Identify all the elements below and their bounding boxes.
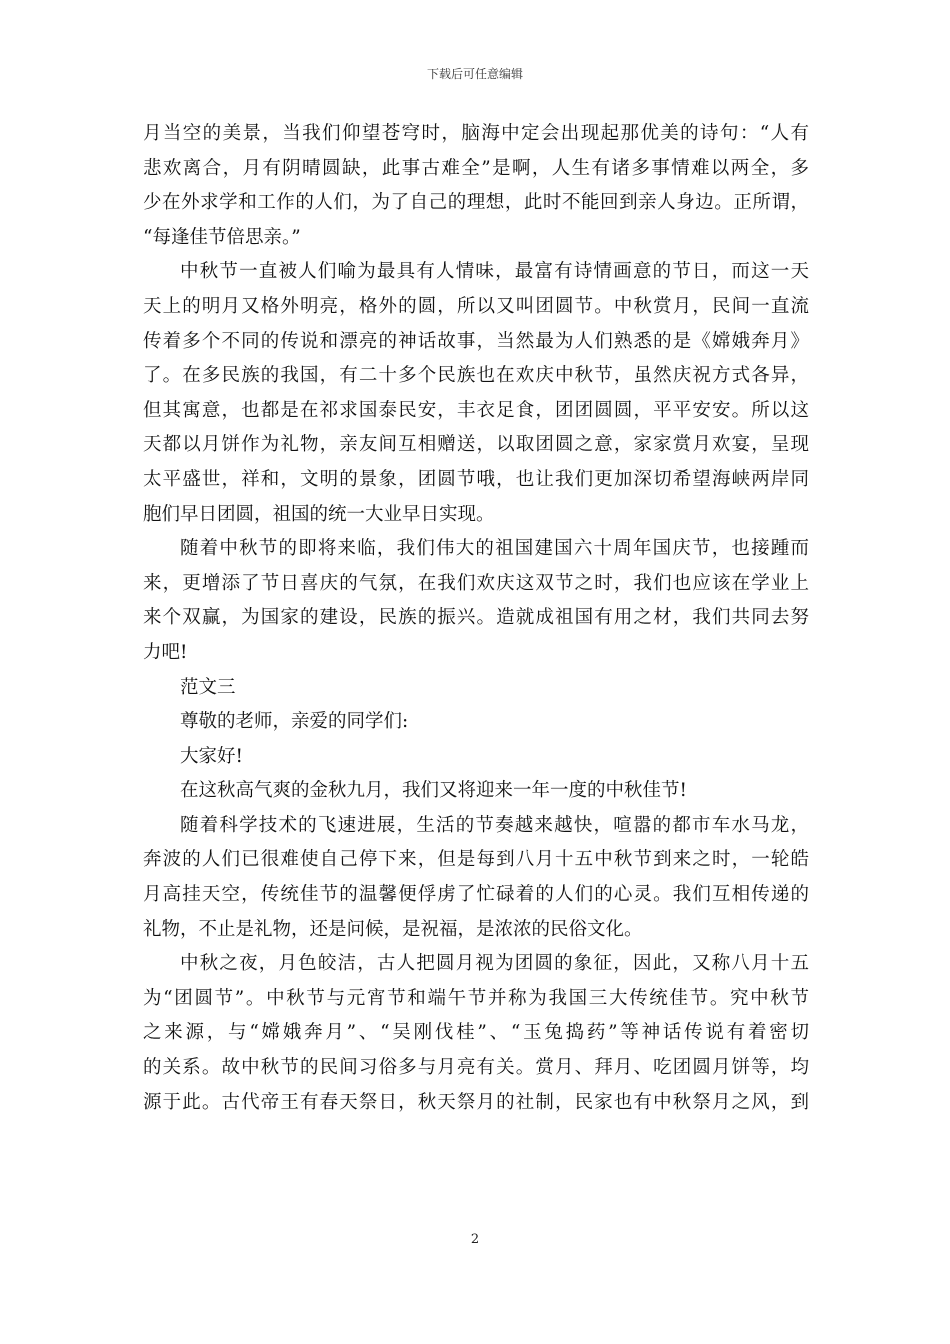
text-line: 但其寓意，也都是在祁求国泰民安，丰衣足食，团团圆圆，平平安安。所以这: [143, 399, 809, 421]
text-line: 范文三: [180, 676, 236, 698]
text-line: 的关系。故中秋节的民间习俗多与月亮有关。赏月、拜月、吃团圆月饼等，均: [143, 1057, 809, 1079]
text-line: 为“团圆节”。中秋节与元宵节和端午节并称为我国三大传统佳节。究中秋节: [143, 987, 809, 1009]
text-line: 源于此。古代帝王有春天祭日，秋天祭月的社制，民家也有中秋祭月之风，到: [143, 1091, 809, 1113]
text-line: 中秋之夜，月色皎洁，古人把圆月视为团圆的象征，因此，又称八月十五: [180, 953, 809, 975]
text-line: 月当空的美景，当我们仰望苍穹时，脑海中定会出现起那优美的诗句：“人有: [143, 123, 809, 144]
text-line: “每逢佳节倍思亲。”: [143, 226, 301, 248]
text-line: 太平盛世，祥和，文明的景象，团圆节哦，也让我们更加深切希望海峡两岸同: [143, 468, 809, 490]
text-line: 中秋节一直被人们喻为最具有人情味，最富有诗情画意的节日，而这一天: [180, 261, 809, 283]
text-line: 随着中秋节的即将来临，我们伟大的祖国建国六十周年国庆节，也接踵而: [180, 538, 809, 560]
text-line: 胞们早日团圆，祖国的统一大业早日实现。: [143, 503, 495, 525]
text-line: 力吧!: [143, 641, 188, 663]
text-line: 了。在多民族的我国，有二十多个民族也在欢庆中秋节，虽然庆祝方式各异，: [143, 365, 809, 387]
text-line: 传着多个不同的传说和漂亮的神话故事，当然最为人们熟悉的是《嫦娥奔月》: [143, 330, 809, 352]
text-line: 尊敬的老师，亲爱的同学们:: [180, 711, 409, 733]
text-line: 奔波的人们已很难使自己停下来，但是每到八月十五中秋节到来之时，一轮皓: [143, 849, 809, 871]
text-line: 悲欢离合，月有阴晴圆缺，此事古难全”是啊，人生有诸多事情难以两全，多: [143, 157, 809, 179]
text-line: 来，更增添了节日喜庆的气氛，在我们欢庆这双节之时，我们也应该在学业上: [143, 572, 809, 594]
page-header: 下载后可任意编辑: [426, 67, 523, 81]
text-line: 月高挂天空，传统佳节的温馨便俘虏了忙碌着的人们的心灵。我们互相传递的: [143, 884, 809, 906]
text-line: 随着科学技术的飞速进展，生活的节奏越来越快，喧嚣的都市车水马龙，: [180, 814, 809, 836]
text-line: 礼物，不止是礼物，还是问候，是祝福，是浓浓的民俗文化。: [143, 918, 643, 940]
body-text: [143, 117, 809, 1120]
page-number: 2: [470, 1232, 480, 1247]
text-line: 天都以月饼作为礼物，亲友间互相赠送，以取团圆之意，家家赏月欢宴，呈现: [143, 434, 809, 456]
text-line: 天上的明月又格外明亮，格外的圆，所以又叫团圆节。中秋赏月，民间一直流: [143, 295, 809, 317]
text-line: 少在外求学和工作的人们，为了自己的理想，此时不能回到亲人身边。正所谓，: [143, 192, 809, 214]
text-line: 来个双赢，为国家的建设，民族的振兴。造就成祖国有用之材，我们共同去努: [143, 607, 809, 629]
text-line: 之来源，与“嫦娥奔月”、“吴刚伐桂”、“玉兔捣药”等神话传说有着密切: [143, 1022, 809, 1044]
text-line: 大家好!: [180, 745, 243, 767]
text-line: 在这秋高气爽的金秋九月，我们又将迎来一年一度的中秋佳节!: [180, 780, 687, 802]
